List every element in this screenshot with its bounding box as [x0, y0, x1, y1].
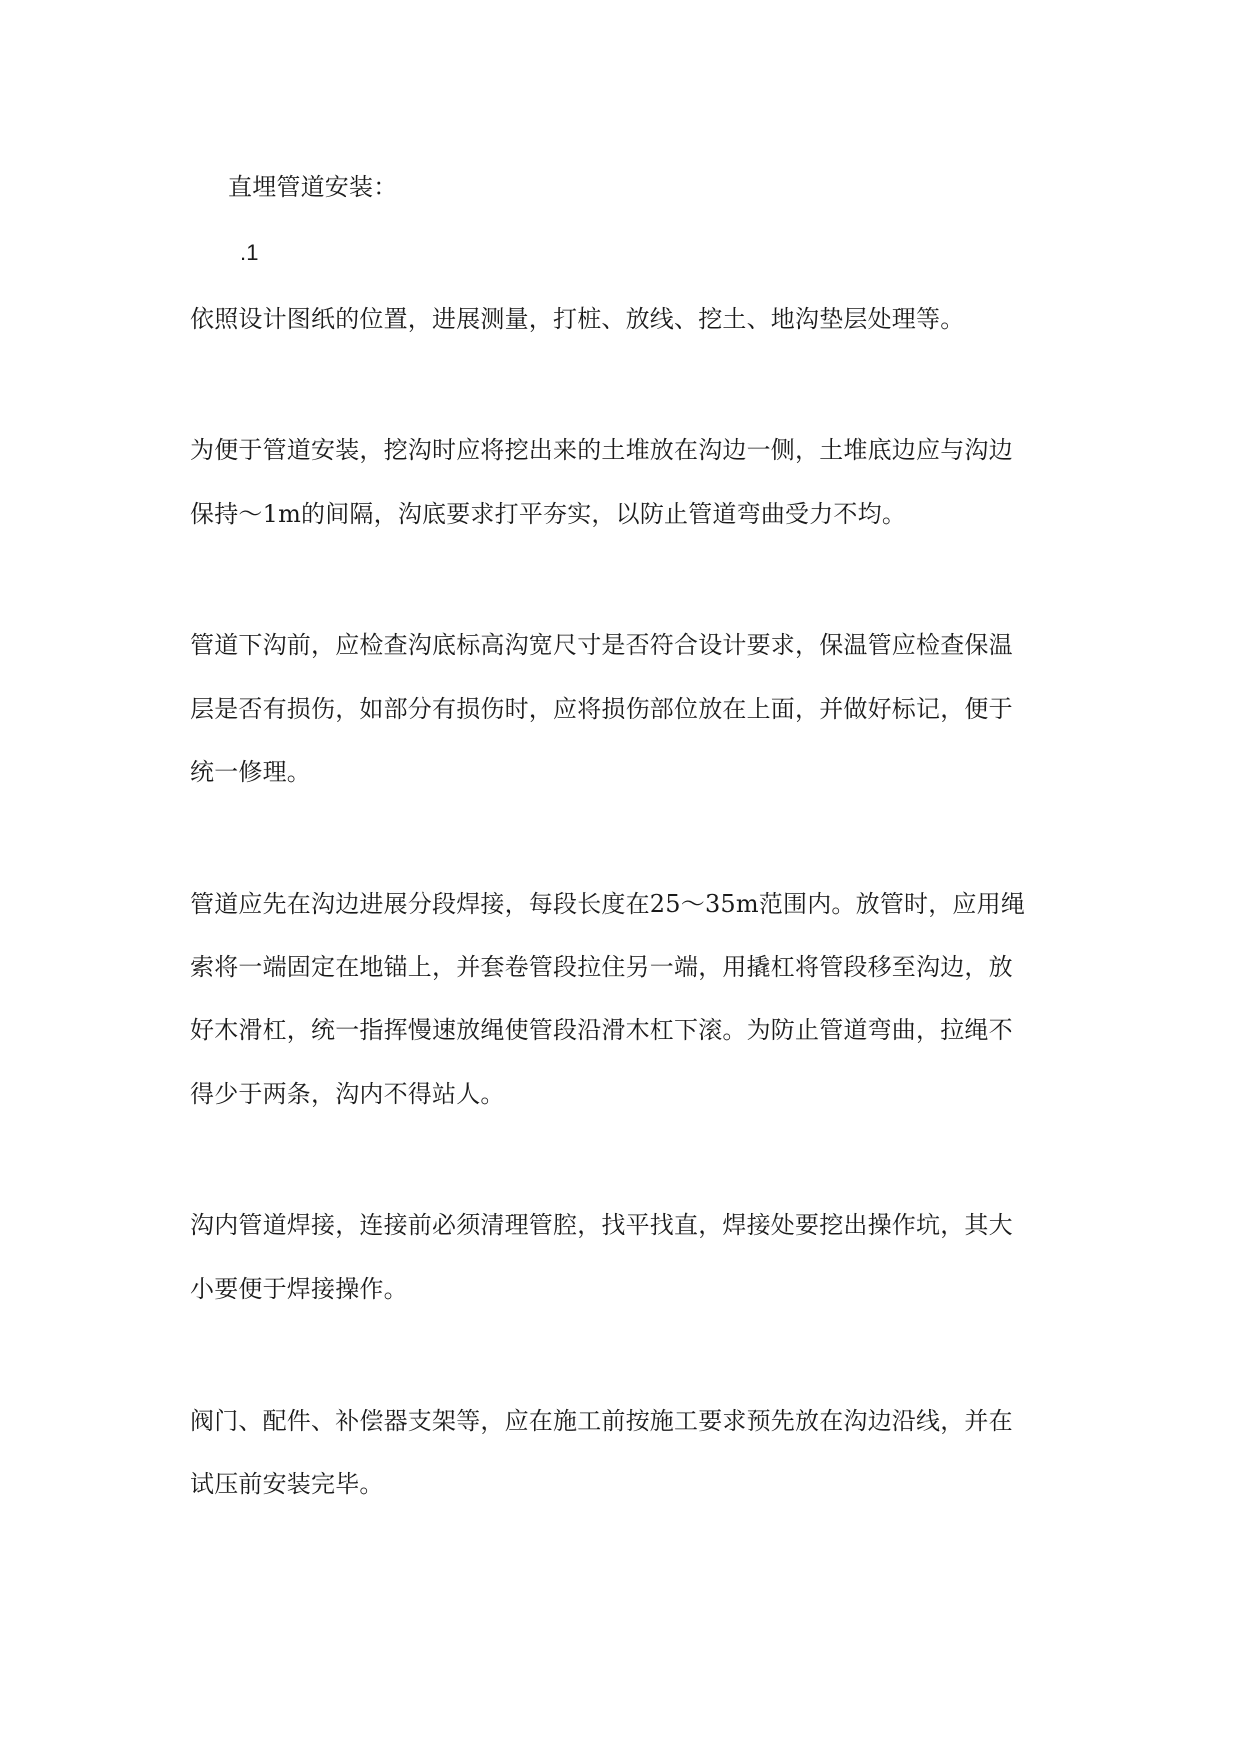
paragraph-line: 小要便于焊接操作。 [190, 1275, 408, 1303]
paragraph-line: 阀门、配件、补偿器支架等，应在施工前按施工要求预先放在沟边沿线，并在 [190, 1407, 1013, 1435]
paragraph-line: 管道下沟前，应检查沟底标高沟宽尺寸是否符合设计要求，保温管应检查保温 [190, 631, 1013, 659]
paragraph-line: 保持～1m的间隔，沟底要求打平夯实，以防止管道弯曲受力不均。 [190, 500, 907, 528]
paragraph-line: 层是否有损伤，如部分有损伤时，应将损伤部位放在上面，并做好标记，便于 [190, 695, 1013, 723]
section-number: .1 [240, 240, 259, 265]
paragraph-line: 依照设计图纸的位置，进展测量，打桩、放线、挖土、地沟垫层处理等。 [190, 305, 965, 333]
section-heading: 直埋管道安装： [228, 173, 398, 201]
paragraph-line: 索将一端固定在地锚上，并套卷管段拉住另一端，用撬杠将管段移至沟边，放 [190, 953, 1013, 981]
paragraph-line: 好木滑杠，统一指挥慢速放绳使管段沿滑木杠下滚。为防止管道弯曲，拉绳不 [190, 1016, 1013, 1044]
paragraph-line: 沟内管道焊接，连接前必须清理管腔，找平找直，焊接处要挖出操作坑，其大 [190, 1211, 1013, 1239]
paragraph-line: 得少于两条，沟内不得站人。 [190, 1080, 505, 1108]
paragraph-line: 管道应先在沟边进展分段焊接，每段长度在25～35m范围内。放管时，应用绳 [190, 890, 1026, 918]
paragraph-line: 为便于管道安装，挖沟时应将挖出来的土堆放在沟边一侧，土堆底边应与沟边 [190, 436, 1013, 464]
paragraph-line: 统一修理。 [190, 758, 311, 786]
paragraph-line: 试压前安装完毕。 [190, 1470, 384, 1498]
